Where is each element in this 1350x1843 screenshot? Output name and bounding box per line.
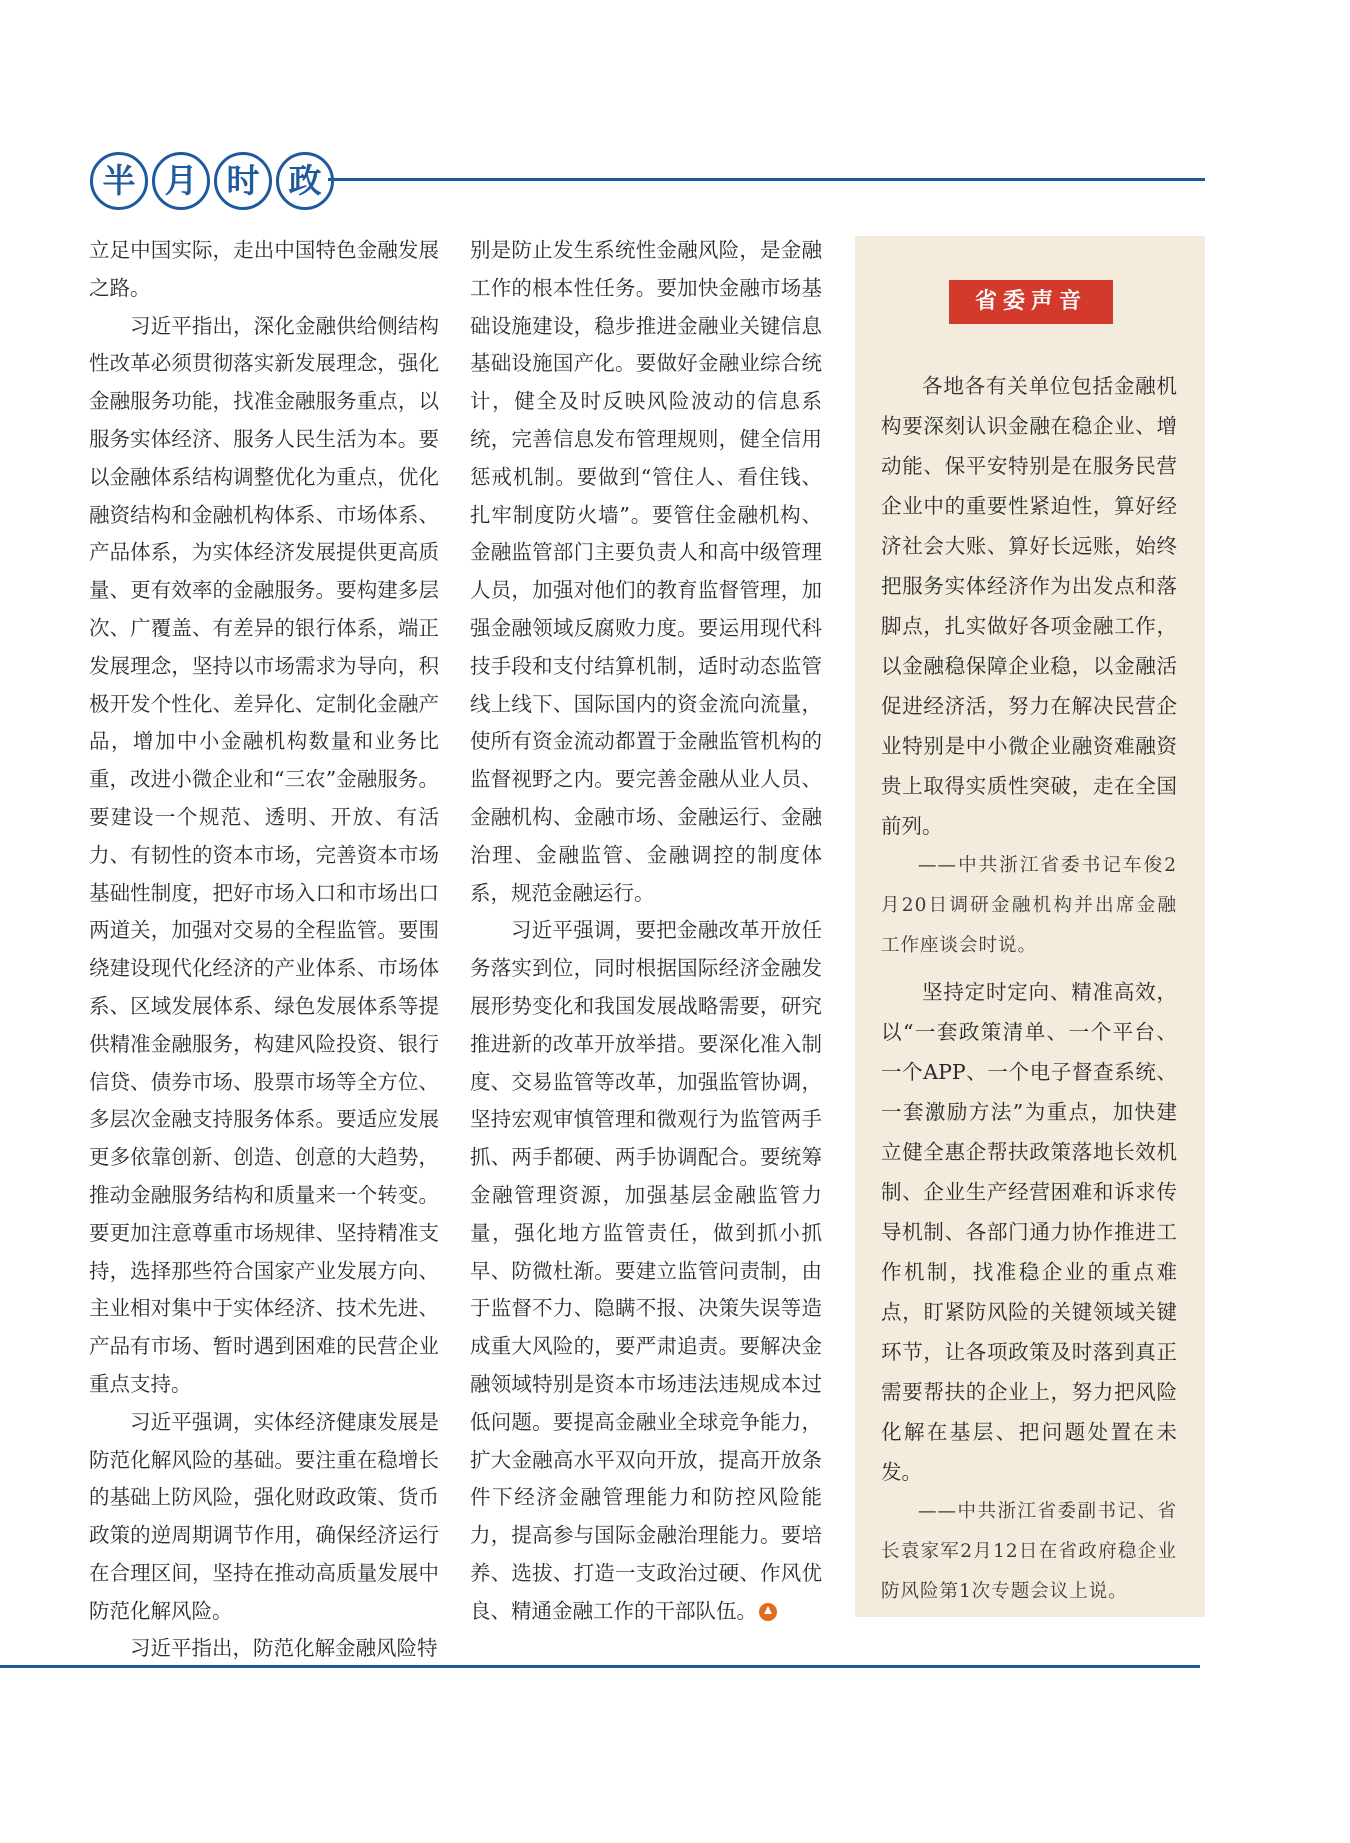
paragraph [470, 912, 822, 1630]
paragraph: 习近平指出，深化金融供给侧结构性改革必须贯彻落实新发展理念，强化金融服务功能，找准金融服务重点，以服务实体经济、服务人民生活为本。要以金融体系结构调整优化为重点，优化融资结构和金融机构体系、市场体系、产品体系，为实体经济发展提供更高质量、更有效率的金融服务。要构建多层次、广覆盖、有差异的银行体系，端正发展理念，坚持以市场需求为导向，积极开发个性化、差异化、定制化金融产品，增加中小金融机构数量和业务比重，改进小微企业和“三农”金融服务。要建设一个规范、透明、开放、有活力、有韧性的资本市场，完善资本市场基础性制度，把好市场入口和市场出口两道关，加强对交易的全程监管。要围绕建设现代化经济的产业体系、市场体系、区域发展体系、绿色发展体系等提供精准金融服务，构建风险投资、银行信贷、债券市场、股票市场等全方位、多层次金融支持服务体系。要适应发展更多依靠创新、创造、创意的大趋势，推动金融服务结构和质量来一个转变。要更加注意尊重市场规律、坚持精准支持，选择那些符合国家产业发展方向、主业相对集中于实体经济、技术先进、产品有市场、暂时遇到困难的民营企业重点支持。 [89, 313, 439, 1396]
quote-text: 各地各有关单位包括金融机构要深刻认识金融在稳企业、增动能、保平安特别是在服务民营企业中的重要性紧迫性，算好经济社会大账、算好长远账，始终把服务实体经济作为出发点和落脚点，扎实做好各项金融工作，以金融稳保障企业稳，以金融活促进经济活，努力在解决民营企业特别是中小微企业融资难融资贵上取得实质性突破，走在全国前列。 [881, 374, 1177, 838]
sidebar-title: 省委声音 [949, 280, 1113, 324]
section-title-char: 半 [90, 152, 148, 210]
paragraph: 习近平强调，实体经济健康发展是防范化解风险的基础。要注重在稳增长的基础上防风险，强化财政政策、货币政策的逆周期调节作用，确保经济运行在合理区间，坚持在推动高质量发展中防范化解风险。 [89, 1409, 439, 1623]
quote-text: 坚持定时定向、精准高效，以“一套政策清单、一个平台、一个APP、一个电子督查系统、一套激励方法”为重点，加快建立健全惠企帮扶政策落地长效机制、企业生产经营困难和诉求传导机制、各部门通力协作推进工作机制，找准稳企业的重点难点，盯紧防风险的关键领域关键环节，让各项政策及时落到真正需要帮扶的企业上，努力把风险化解在基层、把问题处置在未发。 [881, 980, 1177, 1484]
article-column-2 [470, 232, 822, 1630]
paragraph-text: 习近平强调，要把金融改革开放任务落实到位，同时根据国际经济金融发展形势变化和我国发展战略需要，研究推进新的改革开放举措。要深化准入制度、交易监管等改革，加强监管协调，坚持宏观审慎管理和微观行为监管两手抓、两手都硬、两手协调配合。要统筹金融管理资源，加强基层金融监管力量，强化地方监管责任，做到抓小抓早、防微杜渐。要建立监管问责制，由于监督不力、隐瞒不报、决策失误等造成重大风险的，要严肃追责。要解决金融领域特别是资本市场违法违规成本过低问题。要提高金融业全球竞争能力，扩大金融高水平双向开放，提高开放条件下经济金融管理能力和防控风险能力，提高参与国际金融治理能力。要培养、选拔、打造一支政治过硬、作风优良、精通金融工作的干部队伍。 [470, 918, 822, 1623]
section-title-char: 政 [276, 152, 334, 210]
quote-block [881, 366, 1177, 966]
footer-divider [0, 1665, 1200, 1668]
paragraph: 立足中国实际，走出中国特色金融发展之路。 [89, 238, 439, 300]
article-column-1 [89, 232, 439, 1668]
quote-block [881, 972, 1177, 1612]
sidebar-box [855, 236, 1205, 1617]
section-title-char: 时 [214, 152, 272, 210]
paragraph: 习近平指出，防范化解金融风险特 [130, 1636, 438, 1661]
quote-attribution: ——中共浙江省委书记车俊2月20日调研金融机构并出席金融工作座谈会时说。 [881, 855, 1177, 956]
header-divider [328, 178, 1205, 181]
quote-attribution: ——中共浙江省委副书记、省长袁家军2月12日在省政府稳企业防风险第1次专题会议上说。 [881, 1501, 1177, 1602]
section-title-char: 月 [152, 152, 210, 210]
paragraph: 别是防止发生系统性金融风险，是金融工作的根本性任务。要加快金融市场基础设施建设，稳步推进金融业关键信息基础设施国产化。要做好金融业综合统计，健全及时反映风险波动的信息系统，完善信息发布管理规则，健全信用惩戒机制。要做到“管住人、看住钱、扎牢制度防火墙”。要管住金融机构、金融监管部门主要负责人和高中级管理人员，加强对他们的教育监督管理，加强金融领域反腐败力度。要运用现代科技手段和支付结算机制，适时动态监管线上线下、国际国内的资金流向流量，使所有资金流动都置于金融监管机构的监督视野之内。要完善金融从业人员、金融机构、金融市场、金融运行、金融治理、金融监管、金融调控的制度体系，规范金融运行。 [470, 238, 822, 905]
section-title [90, 152, 334, 210]
section-header [90, 152, 1205, 208]
article-end-icon [759, 1603, 777, 1621]
